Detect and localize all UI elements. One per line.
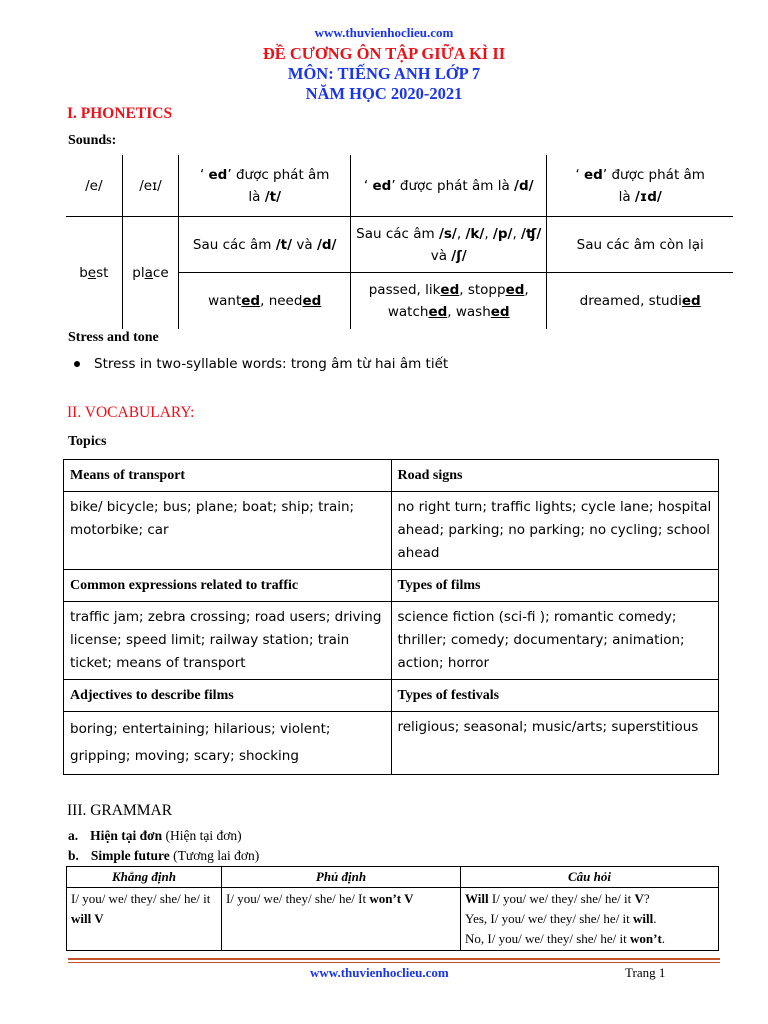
examples-ed-d: passed, liked, stopped, watched, washed (351, 273, 547, 329)
cell-question: Will I/ you/ we/ they/ she/ he/ it V? Yes, I/ you/ we/ they/ she/ he/ it will. No, I/ you/ we/ they/ she/ he/ it won’t. (461, 888, 719, 951)
footer-divider-thin (68, 962, 720, 963)
cell-affirmative: I/ you/ we/ they/ she/ he/ it will V (67, 888, 222, 951)
header-ed-d: ‘ ed’ được phát âm là /d/ (351, 155, 547, 217)
table-cell: traffic jam; zebra crossing; road users; driving license; speed limit; railway station; train ticket; means of transport (64, 602, 392, 680)
table-row (64, 712, 719, 775)
grammar-item-b: b. Simple future (Tương lai đơn) (68, 848, 260, 863)
grammar-item-a: a. Hiện tại đơn (Hiện tại đơn) (68, 828, 242, 843)
topics-label: Topics (68, 434, 107, 449)
table-row (67, 888, 719, 951)
grammar-table (66, 866, 719, 951)
table-cell: science fiction (sci-fi ); romantic comedy; thriller; comedy; documentary; animation; action; horror (391, 602, 719, 680)
table-cell: Types of festivals (391, 680, 719, 712)
column-header-affirmative: Khẳng định (67, 867, 222, 888)
section-phonetics-heading: I. PHONETICS (67, 105, 173, 122)
table-row (67, 867, 719, 888)
table-row (64, 492, 719, 570)
table-row (64, 680, 719, 712)
header-ed-id: ‘ ed’ được phát âm là /ɪd/ (547, 155, 733, 217)
page-number: Trang 1 (625, 965, 666, 980)
table-cell: Types of films (391, 570, 719, 602)
table-cell: Common expressions related to traffic (64, 570, 392, 602)
example-word-place: place (122, 217, 179, 329)
document-title: ĐỀ CƯƠNG ÔN TẬP GIỮA KÌ II (262, 44, 506, 63)
examples-ed-t: wanted, needed (179, 273, 351, 329)
sounds-label: Sounds: (68, 133, 117, 148)
subject-title: MÔN: TIẾNG ANH LỚP 7 (287, 64, 481, 83)
section-vocabulary-heading: II. VOCABULARY: (67, 404, 195, 421)
rule-ed-t: Sau các âm /t/ và /d/ (179, 217, 351, 273)
rule-ed-id: Sau các âm còn lại (547, 217, 733, 273)
header-website-link[interactable]: www.thuvienhoclieu.com (314, 25, 454, 40)
example-word-best: best (79, 264, 109, 281)
column-header-negative: Phủ định (222, 867, 461, 888)
footer-website-link[interactable]: www.thuvienhoclieu.com (310, 965, 449, 980)
stress-bullet-text: Stress in two-syllable words: trong âm từ hai âm tiết (94, 356, 449, 372)
table-row (64, 460, 719, 492)
header-sound-ei: /eɪ/ (122, 155, 179, 217)
stress-bullet-item (74, 356, 448, 372)
header-sound-e: /e/ (66, 155, 122, 217)
table-cell: Road signs (391, 460, 719, 492)
table-row (64, 570, 719, 602)
cell-negative: I/ you/ we/ they/ she/ he/ It won’t V (222, 888, 461, 951)
bullet-icon (74, 361, 80, 367)
table-cell: bike/ bicycle; bus; plane; boat; ship; train; motorbike; car (64, 492, 392, 570)
table-cell: religious; seasonal; music/arts; superstitious (391, 712, 719, 775)
stress-tone-label: Stress and tone (68, 330, 159, 345)
table-cell: no right turn; traffic lights; cycle lane; hospital ahead; parking; no parking; no cycling; school ahead (391, 492, 719, 570)
examples-ed-id: dreamed, studied (547, 273, 733, 329)
table-cell: boring; entertaining; hilarious; violent; gripping; moving; scary; shocking (64, 712, 392, 775)
vocabulary-table (63, 459, 719, 775)
school-year-title: NĂM HỌC 2020-2021 (305, 84, 463, 103)
column-header-question: Câu hỏi (461, 867, 719, 888)
table-cell: Adjectives to describe films (64, 680, 392, 712)
phonetics-table (66, 155, 733, 329)
header-ed-t: ‘ ed’ được phát âm là /t/ (179, 155, 351, 217)
rule-ed-d: Sau các âm /s/, /k/, /p/, /ʧ/ và /ʃ/ (351, 217, 547, 273)
footer-divider (68, 958, 720, 960)
table-row (64, 602, 719, 680)
section-grammar-heading: III. GRAMMAR (67, 802, 173, 819)
table-cell: Means of transport (64, 460, 392, 492)
